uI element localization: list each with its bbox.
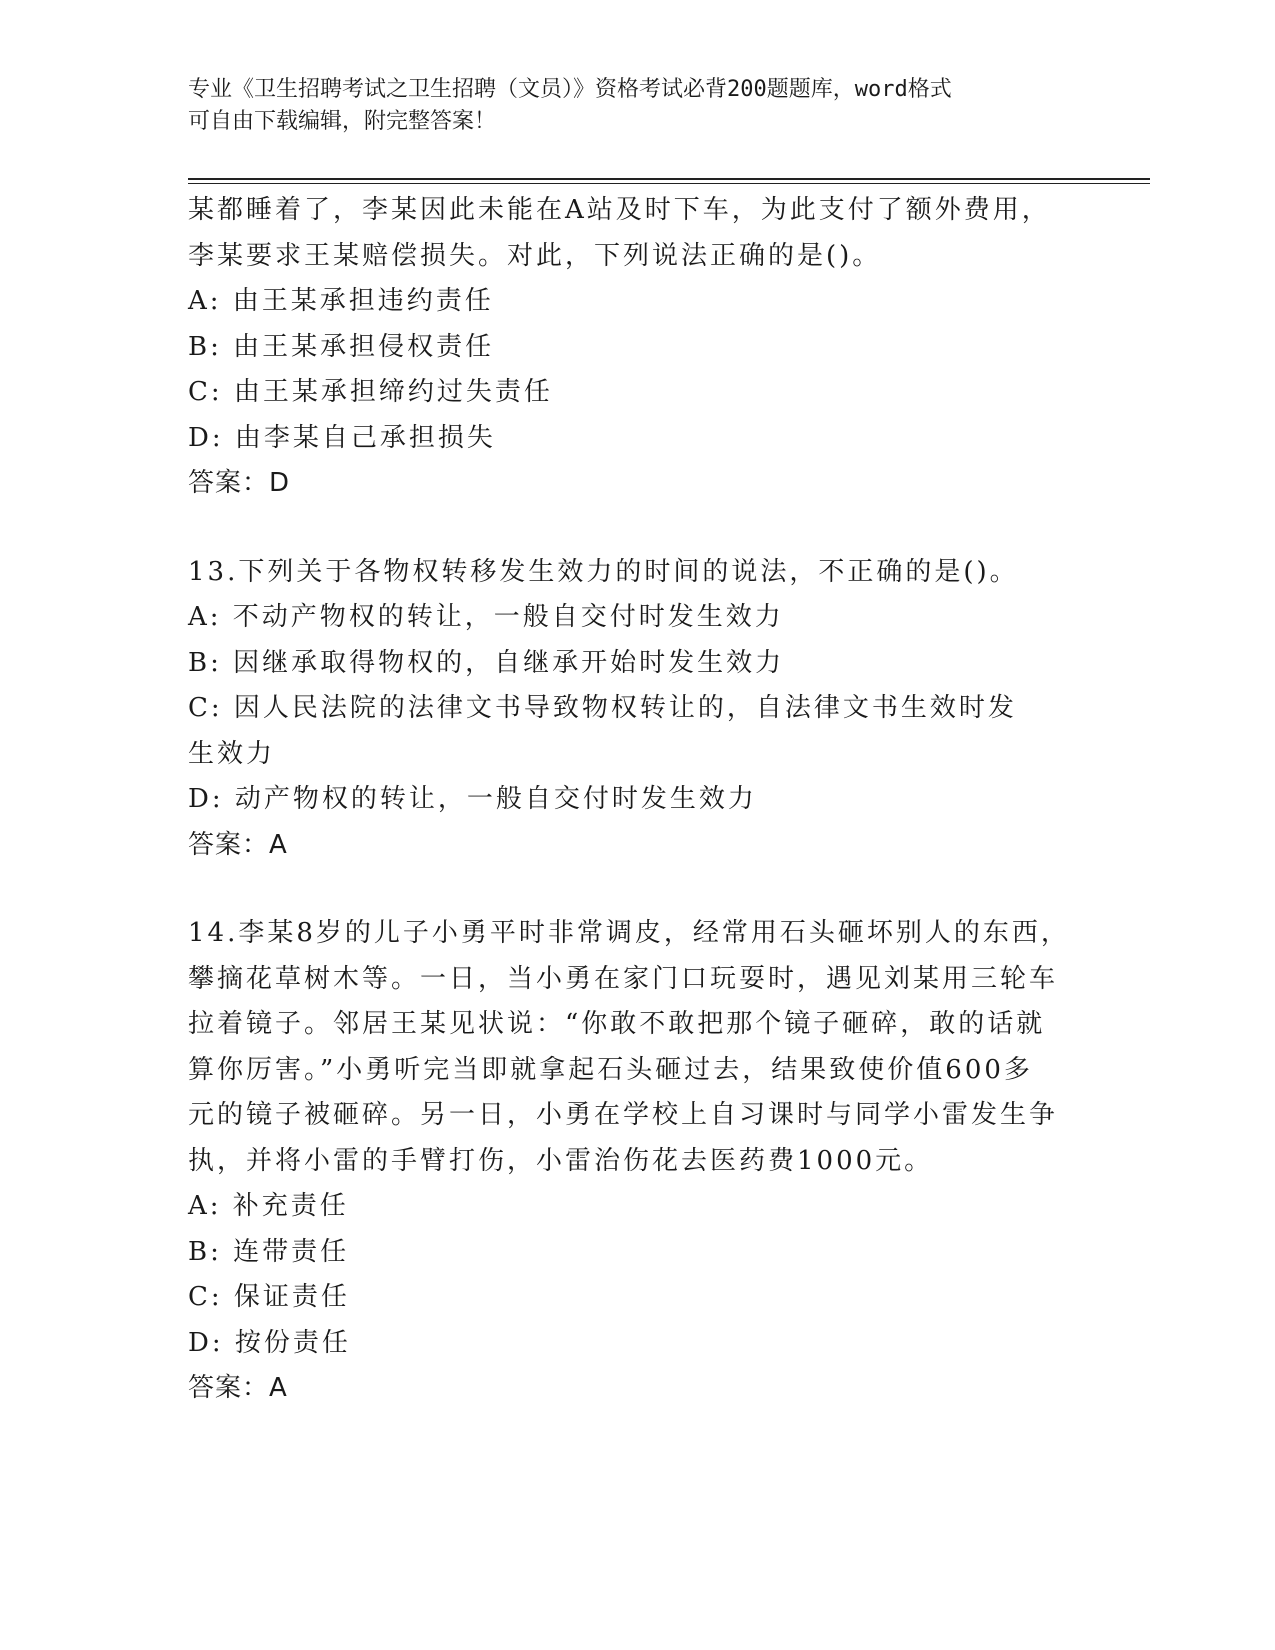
question-14-text-6: 执，并将小雷的手臂打伤，小雷治伤花去医药费1000元。 (188, 1145, 934, 1176)
spacer (188, 868, 1088, 911)
document-header (188, 74, 1088, 138)
question-12-text-2: 李某要求王某赔偿损失。对此，下列说法正确的是()。 (188, 240, 882, 271)
question-13 (188, 550, 1088, 869)
question-12-option-c: C: 由王某承担缔约过失责任 (188, 377, 553, 407)
header-line-2: 可自由下载编辑，附完整答案！ (188, 109, 497, 134)
question-13-option-d: D: 动产物权的转让，一般自交付时发生效力 (188, 784, 757, 814)
question-12-option-d: D: 由李某自己承担损失 (188, 422, 496, 453)
question-14-text-5: 元的镜子被砸碎。另一日，小勇在学校上自习课时与同学小雷发生争 (188, 1100, 1059, 1130)
question-12-answer: 答案：D (188, 468, 291, 498)
question-14-option-c: C: 保证责任 (188, 1282, 350, 1312)
spacer (188, 507, 1088, 550)
question-14 (188, 911, 1088, 1412)
question-14-text-3: 拉着镜子。邻居王某见状说：“你敢不敢把那个镜子砸碎，敢的话就 (188, 1009, 1046, 1039)
question-13-text: 13.下列关于各物权转移发生效力的时间的说法，不正确的是()。 (188, 556, 1019, 587)
question-14-answer: 答案：A (188, 1373, 288, 1403)
question-14-text-1: 14.李某8岁的儿子小勇平时非常调皮，经常用石头砸坏别人的东西， (188, 918, 1070, 948)
question-content (188, 188, 1088, 1412)
question-13-option-c: C: 因人民法院的法律文书导致物权转让的，自法律文书生效时发生效力 (188, 693, 1017, 769)
question-13-option-b: B: 因继承取得物权的，自继承开始时发生效力 (188, 647, 785, 678)
question-14-text-4: 算你厉害。”小勇听完当即就拿起石头砸过去，结果致使价值600多 (188, 1054, 1033, 1085)
question-14-option-b: B: 连带责任 (188, 1236, 350, 1267)
header-line-1: 专业《卫生招聘考试之卫生招聘（文员）》资格考试必背200题题库，word格式 (188, 77, 952, 102)
header-divider (188, 178, 1150, 184)
question-14-option-a: A: 补充责任 (188, 1191, 349, 1221)
question-12-option-b: B: 由王某承担侵权责任 (188, 331, 495, 362)
question-12 (188, 188, 1088, 507)
question-14-text-2: 攀摘花草树木等。一日，当小勇在家门口玩耍时，遇见刘某用三轮车 (188, 963, 1059, 994)
question-14-option-d: D: 按份责任 (188, 1327, 351, 1358)
question-12-option-a: A: 由王某承担违约责任 (188, 286, 494, 316)
question-13-answer: 答案：A (188, 829, 288, 860)
question-13-option-a: A: 不动产物权的转让，一般自交付时发生效力 (188, 602, 784, 632)
question-12-text-1: 某都睡着了，李某因此未能在A站及时下车，为此支付了额外费用， (188, 195, 1051, 225)
